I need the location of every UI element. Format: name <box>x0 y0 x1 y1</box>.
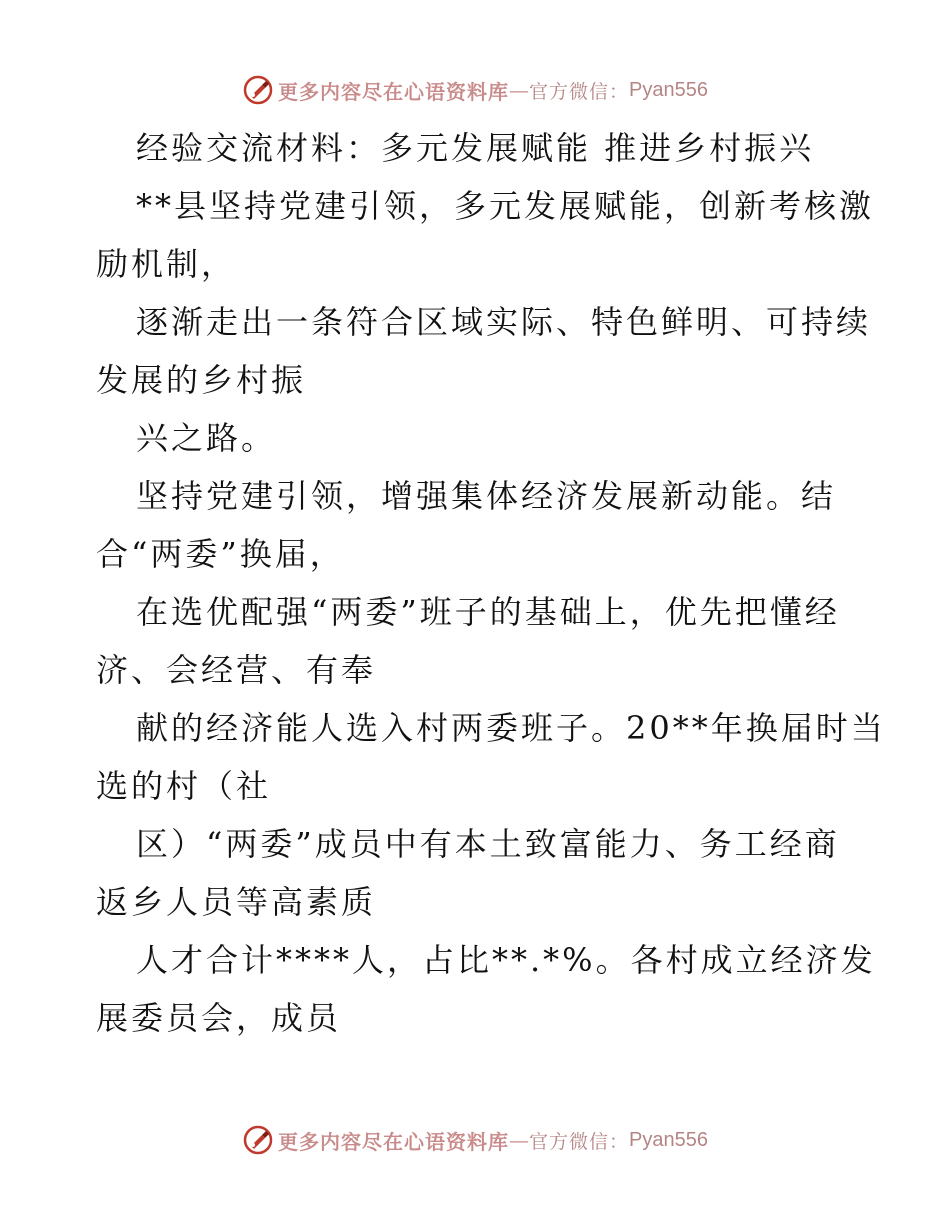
footer-wechat-label: 官方微信： <box>529 1130 630 1153</box>
document-line: 人才合计****人，占比**.*%。各村成立经济发 <box>136 941 876 979</box>
document-line: 兴之路。 <box>136 419 277 457</box>
document-line: **县坚持党建引领，多元发展赋能，创新考核激 <box>136 187 875 225</box>
pen-logo-icon <box>242 1124 274 1156</box>
document-line: 励机制， <box>96 245 237 283</box>
footer-separator: — <box>509 1128 529 1152</box>
document-line: 在选优配强“两委”班子的基础上，优先把懂经 <box>136 593 840 631</box>
header-wechat-id: Pyan556 <box>629 78 708 101</box>
document-title: 经验交流材料：多元发展赋能 推进乡村振兴 <box>136 129 815 167</box>
document-line: 逐渐走出一条符合区域实际、特色鲜明、可持续 <box>136 303 872 341</box>
header-wechat-label: 官方微信： <box>529 80 630 103</box>
footer-wechat-id: Pyan556 <box>629 1128 708 1151</box>
document-line: 济、会经营、有奉 <box>96 651 377 689</box>
header-brand: 更多内容尽在心语资料库 <box>278 79 509 104</box>
footer-brand: 更多内容尽在心语资料库 <box>278 1129 509 1154</box>
document-line: 区）“两委”成员中有本土致富能力、务工经商 <box>136 825 840 863</box>
document-line: 返乡人员等高素质 <box>96 883 377 921</box>
pen-logo-icon <box>242 74 274 106</box>
header-separator: — <box>509 78 529 102</box>
document-line: 发展的乡村振 <box>96 361 307 399</box>
document-line: 坚持党建引领，增强集体经济发展新动能。结 <box>136 477 837 515</box>
document-line: 选的村（社 <box>96 767 272 805</box>
document-line: 合“两委”换届， <box>96 535 345 573</box>
header-banner <box>0 70 950 110</box>
document-line: 献的经济能人选入村两委班子。20**年换届时当 <box>136 709 886 747</box>
footer-banner <box>0 1120 950 1160</box>
document-line: 展委员会，成员 <box>96 999 342 1037</box>
